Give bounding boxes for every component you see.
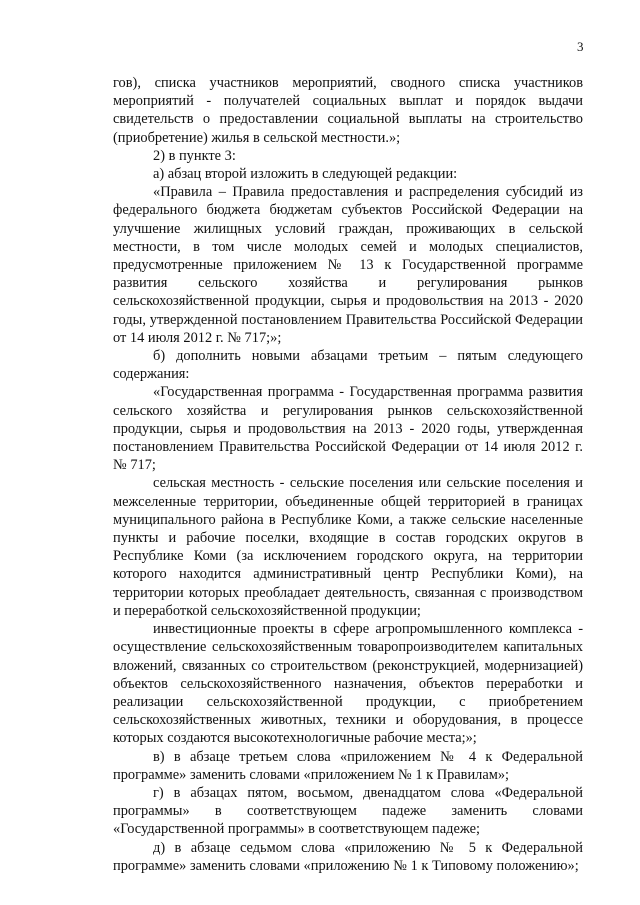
paragraph-subitem-a: а) абзац второй изложить в следующей редакции:: [153, 166, 458, 183]
paragraph-subitem-b: б) дополнить новыми абзацами третьим – пятым следующего содержания:: [113, 348, 583, 383]
page-number: 3: [577, 39, 584, 54]
paragraph-state-program-definition: «Государственная программа - Государственная программа развития сельского хозяйства и регулирования рынков сельскохозяйственной продукции, сырья и продовольствия на 2013 - 2020 годы, утвержденная постановлением Правительства Российской Федерации от 14 июля 2012 г. № 717;: [113, 384, 583, 474]
paragraph-item-2: 2) в пункте 3:: [153, 147, 236, 164]
paragraph-subitem-g: г) в абзацах пятом, восьмом, двенадцатом слова «Федеральной программы» в соответствующем падеже заменить словами «Государственной программы» в соответствующем падеже;: [113, 784, 583, 838]
paragraph-subitem-d: д) в абзаце седьмом слова «приложению № 5 к Федеральной программе» заменить словами «приложению № 1 к Типовому положению»;: [113, 839, 583, 874]
paragraph-rural-area-definition: сельская местность - сельские поселения или сельские поселения и межселенные территории, объединенные общей территорией в границах муниципального района в Республике Коми, а также сельские населенные пункты и рабочие поселки, входящие в состав городских округов в Республике Коми (за исключением городского округа, на территории которого находится административный центр Республики Коми), на территории которых преобладает деятельность, связанная с производством и переработкой сельскохозяйственной продукции;: [113, 475, 583, 619]
paragraph-rules-definition: «Правила – Правила предоставления и распределения субсидий из федерального бюджета бюджетам субъектов Российской Федерации на улучшение жилищных условий граждан, проживающих в сельской местности, в том числе молодых семей и молодых специалистов, предусмотренные приложением № 13 к Государственной программе развития сельского хозяйства и регулирования рынков сельскохозяйственной продукции, сырья и продовольствия на 2013 - 2020 годы, утвержденной постановлением Правительства Российской Федерации от 14 июля 2012 г. № 717;»;: [113, 184, 583, 346]
paragraph-continuation: гов), списка участников мероприятий, сводного списка участников мероприятий - получателей социальных выплат и порядок выдачи свидетельств о предоставлении социальной выплаты на строительство (приобретение) жилья в сельской местности.»;: [113, 75, 583, 146]
document-body: [113, 74, 583, 875]
paragraph-subitem-v: в) в абзаце третьем слова «приложением № 4 к Федеральной программе» заменить словами «приложением № 1 к Правилам»;: [113, 748, 583, 783]
paragraph-investment-projects-definition: инвестиционные проекты в сфере агропромышленного комплекса - осуществление сельскохозяйственным товаропроизводителем капитальных вложений, связанных со строительством (реконструкцией, модернизацией) объектов сельскохозяйственного назначения, объектов переработки и реализации сельскохозяйственной продукции, с приобретением сельскохозяйственных животных, техники и оборудования, в процессе которых создаются высокотехнологичные рабочие места;»;: [113, 621, 583, 747]
